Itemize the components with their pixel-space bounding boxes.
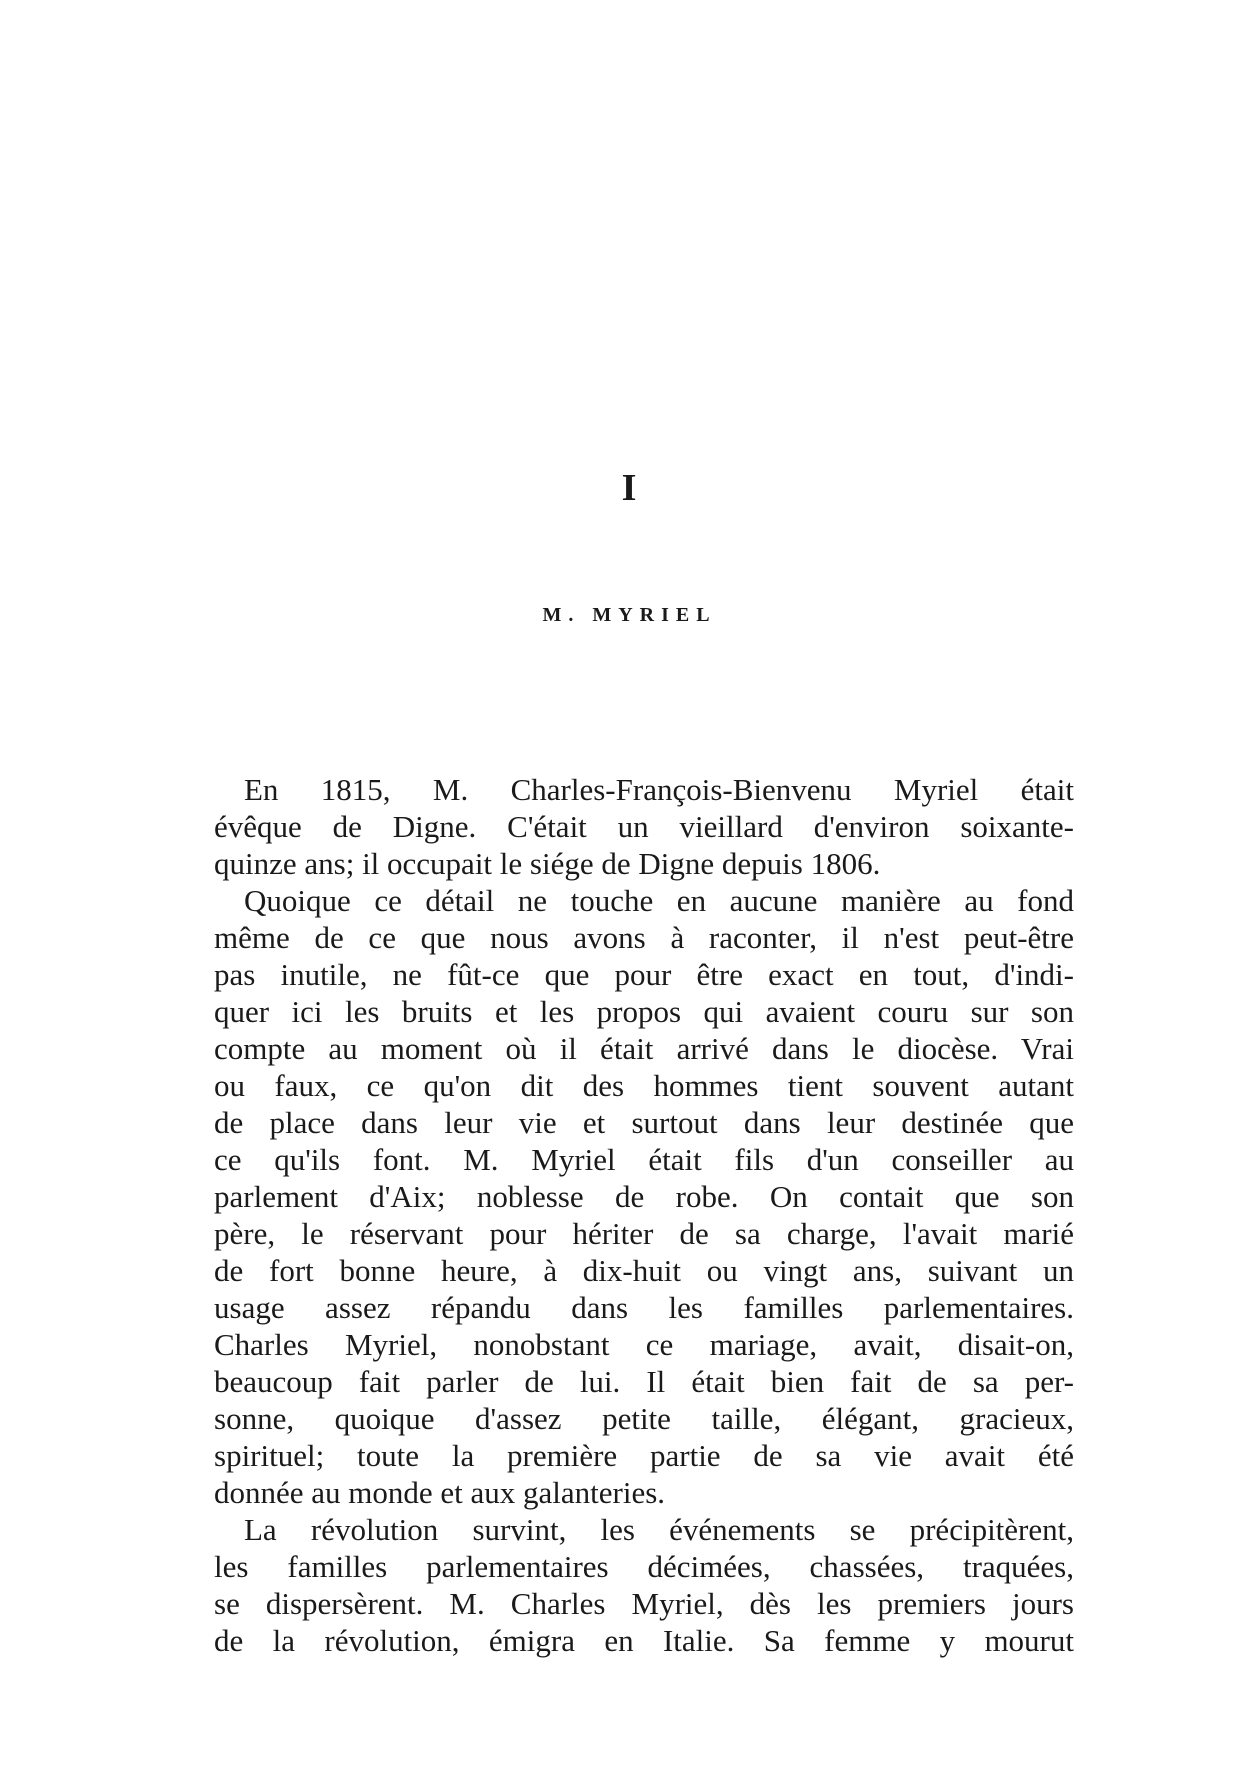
text-line: quinze ans; il occupait le siége de Digne depuis 1806. xyxy=(214,846,881,881)
chapter-number: I xyxy=(621,467,638,509)
text-line: quer ici les bruits et les propos qui avaient couru sur son xyxy=(214,994,1074,1029)
chapter-title: M. MYRIEL xyxy=(542,604,717,626)
text-line: se dispersèrent. M. Charles Myriel, dès les premiers jours xyxy=(214,1586,1074,1621)
text-line: les familles parlementaires décimées, chassées, traquées, xyxy=(214,1549,1074,1584)
text-line: spirituel; toute la première partie de sa vie avait été xyxy=(214,1438,1074,1473)
text-line: Charles Myriel, nonobstant ce mariage, avait, disait-on, xyxy=(214,1327,1074,1362)
text-line: de fort bonne heure, à dix-huit ou vingt ans, suivant un xyxy=(214,1253,1074,1288)
text-line: Quoique ce détail ne touche en aucune manière au fond xyxy=(244,883,1074,918)
text-line: même de ce que nous avons à raconter, il n'est peut-être xyxy=(214,920,1074,955)
text-line: usage assez répandu dans les familles parlementaires. xyxy=(214,1290,1074,1325)
text-line: de la révolution, émigra en Italie. Sa femme y mourut xyxy=(214,1623,1074,1658)
text-line: sonne, quoique d'assez petite taille, élégant, gracieux, xyxy=(214,1401,1074,1436)
text-line: La révolution survint, les événements se précipitèrent, xyxy=(244,1512,1074,1547)
text-line: ce qu'ils font. M. Myriel était fils d'un conseiller au xyxy=(214,1142,1074,1177)
text-line: père, le réservant pour hériter de sa charge, l'avait marié xyxy=(214,1216,1074,1251)
text-line: ou faux, ce qu'on dit des hommes tient souvent autant xyxy=(214,1068,1074,1103)
text-line: pas inutile, ne fût-ce que pour être exact en tout, d'indi- xyxy=(214,957,1074,992)
paragraph-1 xyxy=(184,771,1074,882)
text-line: donnée au monde et aux galanteries. xyxy=(214,1475,666,1510)
text-line: En 1815, M. Charles-François-Bienvenu Myriel était xyxy=(244,772,1074,807)
body-text xyxy=(184,771,1074,1659)
paragraph-2 xyxy=(184,882,1074,1511)
text-line: compte au moment où il était arrivé dans le diocèse. Vrai xyxy=(214,1031,1074,1066)
paragraph-3 xyxy=(184,1511,1074,1659)
text-line: beaucoup fait parler de lui. Il était bien fait de sa per- xyxy=(214,1364,1074,1399)
text-line: parlement d'Aix; noblesse de robe. On contait que son xyxy=(214,1179,1074,1214)
text-line: évêque de Digne. C'était un vieillard d'environ soixante- xyxy=(214,809,1074,844)
text-line: de place dans leur vie et surtout dans leur destinée que xyxy=(214,1105,1074,1140)
